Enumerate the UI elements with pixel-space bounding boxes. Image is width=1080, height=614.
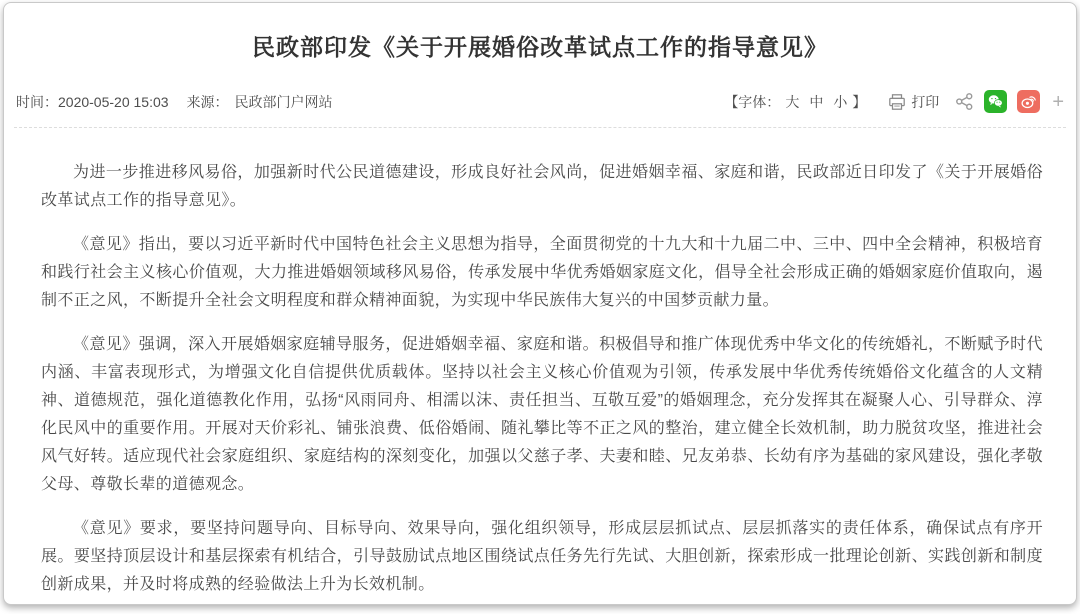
wechat-icon xyxy=(987,93,1004,110)
wechat-share-button[interactable] xyxy=(984,90,1007,113)
print-button[interactable] xyxy=(888,92,939,112)
font-size-small-button[interactable]: 小 xyxy=(833,93,848,110)
font-size-medium-button[interactable]: 中 xyxy=(809,93,824,110)
toolbar xyxy=(724,90,1064,113)
source-value: 民政部门户网站 xyxy=(234,93,333,110)
source-label: 来源： xyxy=(186,93,229,110)
meta-bar xyxy=(14,90,1066,128)
meta-info xyxy=(16,92,333,112)
printer-icon xyxy=(888,93,906,111)
page-title: 民政部印发《关于开展婚俗改革试点工作的指导意见》 xyxy=(252,34,828,60)
paragraph-2: 《意见》指出，要以习近平新时代中国特色社会主义思想为指导，全面贯彻党的十九大和十九届二中、三中、四中全会精神，积极培育和践行社会主义核心价值观，大力推进婚姻领域移风易俗，传承发展中华优秀婚姻家庭文化，倡导全社会形成正确的婚姻家庭价值取向，遏制不正之风，不断提升全社会文明程度和群众精神面貌，为实现中华民族伟大复兴的中国梦贡献力量。 xyxy=(41,236,1043,309)
paragraph-4: 《意见》要求，要坚持问题导向、目标导向、效果导向，强化组织领导，形成层层抓试点、层层抓落实的责任体系，确保试点有序开展。要坚持顶层设计和基层探索有机结合，引导鼓励试点地区围绕试点任务先行先试、大胆创新，探索形成一批理论创新、实践创新和制度创新成果，并及时将成熟的经验做法上升为长效机制。 xyxy=(41,520,1043,593)
paragraph-1: 为进一步推进移风易俗，加强新时代公民道德建设，形成良好社会风尚，促进婚姻幸福、家庭和谐，民政部近日印发了《关于开展婚俗改革试点工作的指导意见》。 xyxy=(41,164,1043,209)
paragraph-3: 《意见》强调，深入开展婚姻家庭辅导服务，促进婚姻幸福、家庭和谐。积极倡导和推广体现优秀中华文化的传统婚礼，不断赋予时代内涵、丰富表现形式，为增强文化自信提供优质载体。坚持以社会主义核心价值观为引领，传承发展中华优秀传统婚俗文化蕴含的人文精神、道德规范，强化道德教化作用，弘扬“风雨同舟、相濡以沫、责任担当、互敬互爱”的婚姻理念，充分发挥其在凝聚人心、引导群众、淳化民风中的重要作用。开展对天价彩礼、铺张浪费、低俗婚闹、随礼攀比等不正之风的整治，建立健全长效机制，助力脱贫攻坚，推进社会风气好转。适应现代社会家庭组织、家庭结构的深刻变化，加强以父慈子孝、夫妻和睦、兄友弟恭、长幼有序为基础的家风建设，强化孝敬父母、尊敬长辈的道德观念。 xyxy=(41,336,1043,493)
font-size-bracket-close: 】 xyxy=(852,93,867,110)
article-body xyxy=(4,128,1076,599)
time-label: 时间： xyxy=(16,93,58,110)
share-button[interactable] xyxy=(955,92,974,111)
print-label: 打印 xyxy=(911,93,940,110)
font-size-bracket-open: 【字体： xyxy=(724,93,781,110)
share-nodes-icon xyxy=(955,92,974,111)
weibo-share-button[interactable] xyxy=(1017,90,1040,113)
time-value: 2020-05-20 15:03 xyxy=(58,93,169,110)
more-share-button[interactable]: + xyxy=(1052,90,1064,113)
font-size-large-button[interactable]: 大 xyxy=(785,93,800,110)
article-card xyxy=(3,2,1077,605)
weibo-icon xyxy=(1020,93,1037,110)
